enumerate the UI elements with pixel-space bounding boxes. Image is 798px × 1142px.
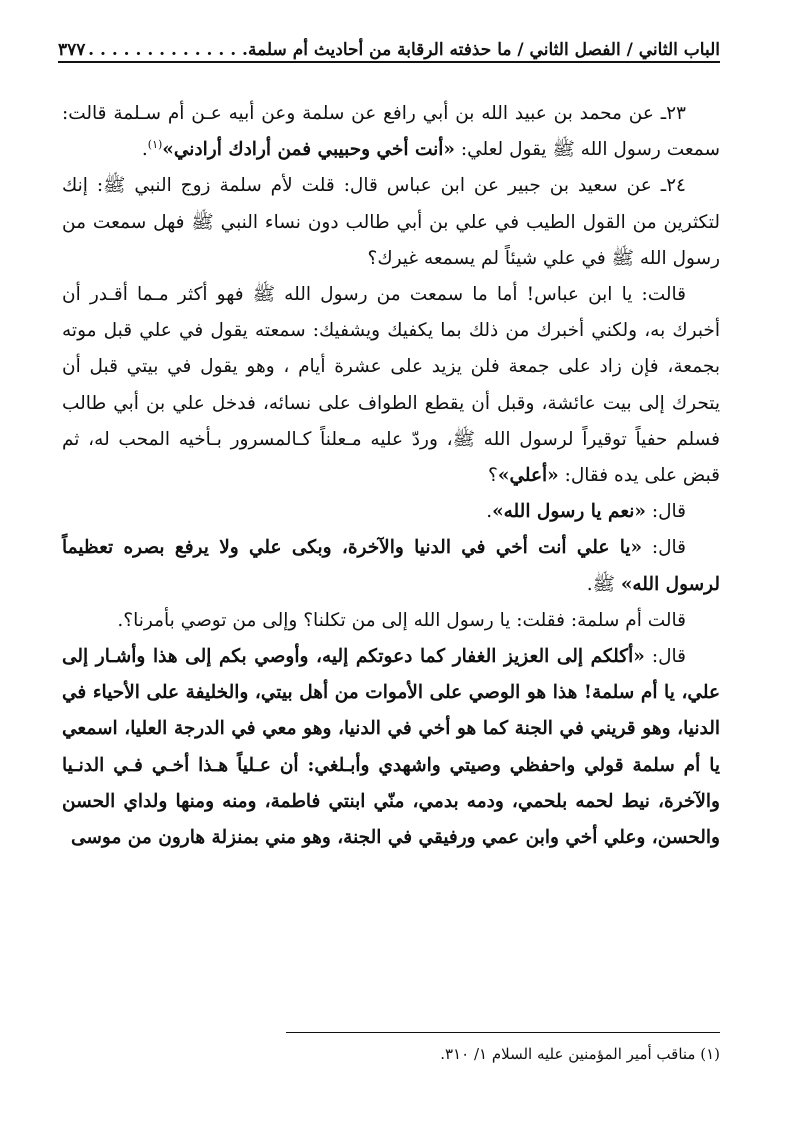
hadith-24 <box>62 168 720 277</box>
main-text <box>62 96 720 856</box>
umm-salama-reply <box>62 277 720 494</box>
umm-salama-reply-quote: «أعلي» <box>497 465 559 487</box>
hadith-23-text: ٢٣ـ عن محمد بن عبيد الله بن أبي رافع عن سلمة وعن أبيه عـن أم سـلمة قالت: سمعت رسول الله ﷺ يقول لعلي: <box>62 103 720 161</box>
prophet-will-lead: قال: <box>644 646 686 668</box>
ali-answer-end: . <box>486 501 493 523</box>
hadith-23-quote: «أنت أخي وحبيبي فمن أرادك أرادني» <box>162 139 455 161</box>
hadith-23-end: . <box>141 139 148 161</box>
hadith-23 <box>62 96 720 168</box>
footnote: (١) مناقب أمير المؤمنين عليه السلام ١/ ٣١٠. <box>440 1045 720 1063</box>
footnote-marker: (١) <box>147 138 163 152</box>
umm-salama-question-text: قالت أم سلمة: فقلت: يا رسول الله إلى من تكلنا؟ وإلى من توصي بأمرنا؟. <box>117 609 686 631</box>
hadith-24-text: ٢٤ـ عن سعيد بن جبير عن ابن عباس قال: قلت لأم سلمة زوج النبي ﷺ: إنك لتكثرين من القول الطيب في علي بن أبي طالب دون نساء النبي ﷺ فهل سمعت من رسول الله ﷺ في علي شيئاً لم يسمعه غيرك؟ <box>62 175 720 269</box>
umm-salama-question <box>62 603 720 639</box>
prophet-will-quote: «أكلكم إلى العزيز الغفار كما دعوتكم إليه، وأوصي بكم إلى هذا وأشـار إلى علي، يا أم سلمة! هذا هو الوصي على الأموات من أهل بيتي، والخليفة على الأحياء في الدنيا، وهو قريني في الجنة كما هو أخي في الدنيا، وهو معي في الدرجة العليا، اسمعي يا أم سلمة قولي واحفظي وصيتي واشهدي وأبـلغي: أن عـلياً هـذا أخـي فـي الدنـيا والآخرة، نيط لحمه بلحمي، ودمه بدمي، منّي ابنتي فاطمة، ومنه ومنها ولداي الحسن والحسن، وعلي أخي وابن عمي ورفيقي في الجنة، وهو مني بمنزلة هارون من موسى <box>62 646 720 849</box>
page-number: ٣٧٧ <box>58 40 86 60</box>
running-title: الباب الثاني / الفصل الثاني / ما حذفته الرقابة من أحاديث أم سلمة. . . . . . . . . . . . . . <box>88 40 720 60</box>
ali-answer-lead: قال: <box>645 501 686 523</box>
prophet-statement <box>62 530 720 602</box>
ali-answer-quote: «نعم يا رسول الله» <box>492 501 646 523</box>
footnote-divider <box>286 1032 720 1033</box>
prophet-statement-quote: «يا علي أنت أخي في الدنيا والآخرة، وبكى علي ولا يرفع بصره تعظيماً لرسول الله» <box>62 537 720 595</box>
umm-salama-reply-text: قالت: يا ابن عباس! أما ما سمعت من رسول الله ﷺ فهو أكثر مـما أقـدر أن أخبرك به، ولكني أخبرك من ذلك بما يكفيك ويشفيك: سمعته يقول في علي قبل موته بجمعة، فإن زاد على جمعة فلن يزيد على عشرة أيام ، وهو يقول في بيتي قبل أن يتحرك إلى بيت عائشة، وقبل أن يقطع الطواف على نسائه، فدخل علي بن أبي طالب فسلم حفياً توقيراً لرسول الله ﷺ، وردّ عليه مـعلناً كـالمسرور بـأخيه المحب له، ثم قبض على يده فقال: <box>62 284 720 487</box>
umm-salama-reply-end: ؟ <box>488 465 498 487</box>
prophet-statement-lead: قال: <box>642 537 686 559</box>
prophet-will <box>62 639 720 856</box>
header-divider <box>58 61 720 63</box>
running-header <box>58 28 720 60</box>
ali-answer <box>62 494 720 530</box>
prophet-statement-end: ﷺ. <box>586 573 621 595</box>
